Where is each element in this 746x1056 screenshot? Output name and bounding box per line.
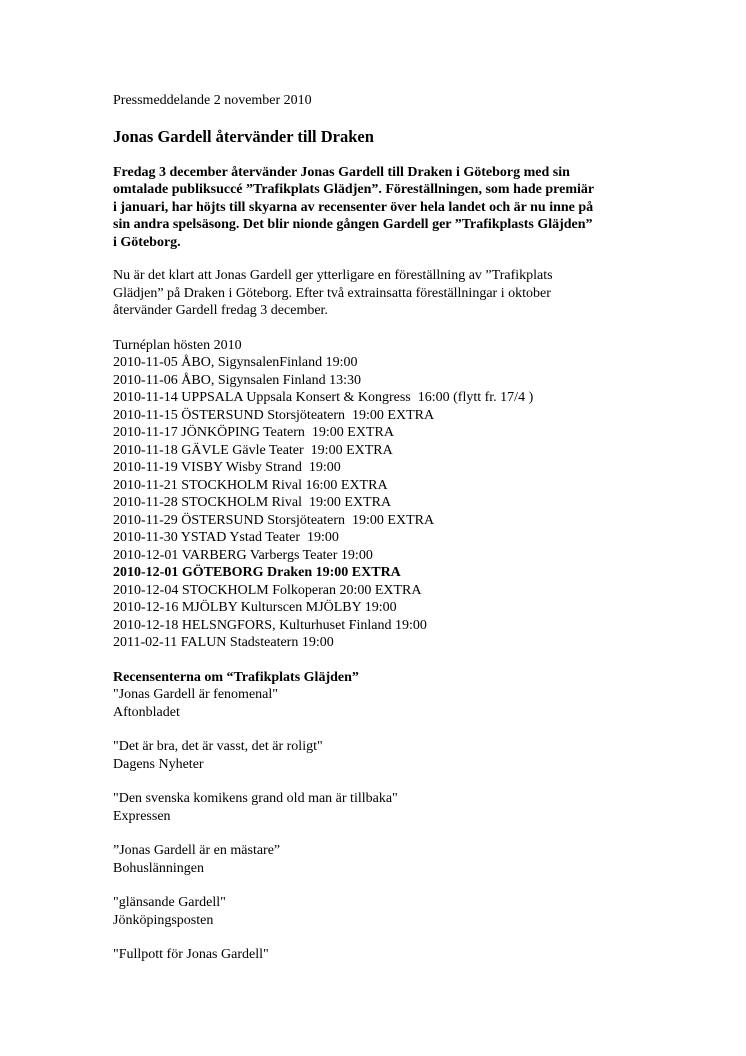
dateline: Pressmeddelande 2 november 2010 <box>113 93 312 108</box>
review-source: Jönköpingsposten <box>113 912 214 928</box>
review-item <box>113 894 673 929</box>
reviews-section <box>113 669 673 964</box>
review-quote: "Den svenska komikens grand old man är tillbaka" <box>113 791 398 806</box>
press-release <box>113 92 673 981</box>
headline: Jonas Gardell återvänder till Draken <box>113 126 374 146</box>
review-item <box>113 686 673 721</box>
review-item <box>113 842 673 877</box>
tour-date-item: 2010-12-01 GÖTEBORG Draken 19:00 EXTRA <box>113 565 401 580</box>
tour-schedule <box>113 337 673 652</box>
review-quote: "glänsande Gardell" <box>113 895 226 910</box>
review-source: Dagens Nyheter <box>113 756 204 772</box>
body-line: Nu är det klart att Jonas Gardell ger ytterligare en föreställning av ”Trafikplats <box>113 268 553 283</box>
reviews-heading: Recensenterna om “Trafikplats Gläjden” <box>113 669 359 685</box>
tour-date-item: 2010-11-14 UPPSALA Uppsala Konsert & Kongress 16:00 (flytt fr. 17/4 ) <box>113 390 534 405</box>
review-source: Expressen <box>113 808 171 824</box>
tour-date-item: 2010-11-28 STOCKHOLM Rival 19:00 EXTRA <box>113 495 392 510</box>
tour-date-item: 2010-12-18 HELSNGFORS, Kulturhuset Finland 19:00 <box>113 617 427 633</box>
lead-line: i januari, har höjts till skyarna av recensenter över hela landet och är nu inne på <box>113 199 594 215</box>
review-list <box>113 686 673 964</box>
tour-date-item: 2010-11-15 ÖSTERSUND Storsjöteatern 19:00 EXTRA <box>113 407 435 423</box>
tour-date-item: 2010-11-06 ÅBO, Sigynsalen Finland 13:30 <box>113 372 361 388</box>
review-item <box>113 946 673 964</box>
review-quote: ”Jonas Gardell är en mästare” <box>113 843 281 858</box>
tour-date-item: 2010-11-05 ÅBO, SigynsalenFinland 19:00 <box>113 355 358 370</box>
tour-date-item: 2010-11-17 JÖNKÖPING Teatern 19:00 EXTRA <box>113 425 394 440</box>
tour-date-item: 2010-11-21 STOCKHOLM Rival 16:00 EXTRA <box>113 477 388 493</box>
tour-date-list <box>113 354 673 652</box>
lead-line: Fredag 3 december återvänder Jonas Gardell till Draken i Göteborg med sin <box>113 164 570 180</box>
review-item <box>113 790 673 825</box>
tour-date-item: 2010-12-04 STOCKHOLM Folkoperan 20:00 EXTRA <box>113 582 422 598</box>
lead-line: i Göteborg. <box>113 234 181 250</box>
body-paragraph <box>113 267 673 320</box>
review-quote: "Jonas Gardell är fenomenal" <box>113 687 278 702</box>
tour-date-item: 2010-11-19 VISBY Wisby Strand 19:00 <box>113 460 341 475</box>
body-line: återvänder Gardell fredag 3 december. <box>113 303 328 318</box>
review-source: Bohuslänningen <box>113 860 204 876</box>
lead-line: sin andra spelsäsong. Det blir nionde gången Gardell ger ”Trafikplasts Gläjden” <box>113 217 593 232</box>
tour-date-item: 2010-11-29 ÖSTERSUND Storsjöteatern 19:00 EXTRA <box>113 512 435 528</box>
tour-date-item: 2011-02-11 FALUN Stadsteatern 19:00 <box>113 635 334 650</box>
review-item <box>113 738 673 773</box>
tour-date-item: 2010-11-30 YSTAD Ystad Teater 19:00 <box>113 530 339 545</box>
body-line: Glädjen” på Draken i Göteborg. Efter två extrainsatta föreställningar i oktober <box>113 285 551 301</box>
review-quote: "Fullpott för Jonas Gardell" <box>113 947 269 962</box>
review-source: Aftonbladet <box>113 704 180 720</box>
tour-date-item: 2010-12-01 VARBERG Varbergs Teater 19:00 <box>113 547 373 563</box>
tour-heading: Turnéplan hösten 2010 <box>113 337 242 353</box>
lead-paragraph <box>113 164 673 252</box>
tour-date-item: 2010-12-16 MJÖLBY Kulturscen MJÖLBY 19:00 <box>113 600 397 615</box>
review-quote: "Det är bra, det är vasst, det är roligt" <box>113 739 323 754</box>
lead-line: omtalade publiksuccé ”Trafikplats Glädjen”. Föreställningen, som hade premiär <box>113 182 595 197</box>
tour-date-item: 2010-11-18 GÄVLE Gävle Teater 19:00 EXTRA <box>113 442 393 458</box>
